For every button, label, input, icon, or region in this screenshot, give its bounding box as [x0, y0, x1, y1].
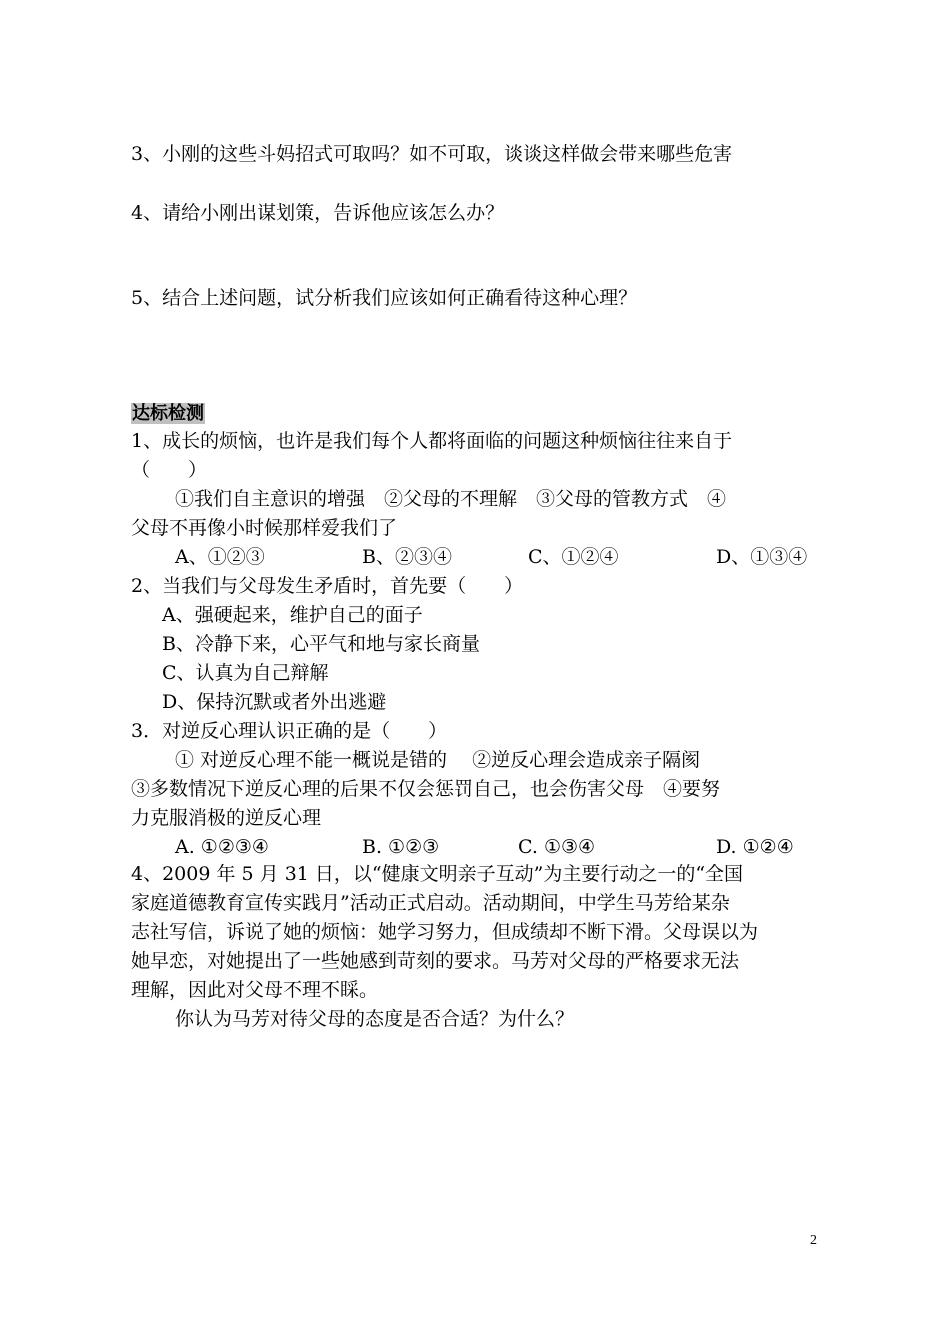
test-q4-line5: 理解，因此对父母不理不睬。 [131, 979, 379, 1001]
test-q1-option-a: A、①②③ [175, 546, 265, 568]
section-title-wrap [131, 399, 205, 428]
section-title: 达标检测 [132, 403, 204, 424]
test-q3-items-line3: 力克服消极的逆反心理 [131, 807, 322, 829]
test-q2-option-a: A、强硬起来，维护自己的面子 [162, 604, 423, 626]
question-4-top: 4、请给小刚出谋划策，告诉他应该怎么办？ [131, 202, 505, 224]
test-q3-option-d: D. ①②④ [716, 836, 794, 858]
test-q1-stem-line2: （ ） [131, 459, 208, 481]
question-5-top: 5、结合上述问题，试分析我们应该如何正确看待这种心理？ [131, 287, 638, 309]
test-q2-option-b: B、冷静下来，心平气和地与家长商量 [162, 633, 480, 655]
test-q1-items-line1: ①我们自主意识的增强 ②父母的不理解 ③父母的管教方式 ④ [175, 488, 727, 510]
test-q2-option-d: D、保持沉默或者外出逃避 [162, 691, 387, 713]
test-q2-option-c: C、认真为自己辩解 [162, 662, 329, 684]
test-q4-line1: 4、2009 年 5 月 31 日，以“健康文明亲子互动”为主要行动之一的“全国 [131, 863, 744, 885]
test-q1-option-d: D、①③④ [716, 546, 808, 568]
test-q3-items-line1: ① 对逆反心理不能一概说是错的 ②逆反心理会造成亲子隔阂 [175, 749, 701, 771]
test-q3-option-c: C. ①③④ [518, 836, 596, 858]
test-q4-question: 你认为马芳对待父母的态度是否合适？为什么？ [175, 1008, 575, 1030]
test-q2-stem: 2、当我们与父母发生矛盾时，首先要（ ） [131, 575, 524, 597]
test-q4-line2: 家庭道德教育宣传实践月”活动正式启动。活动期间，中学生马芳给某杂 [131, 892, 730, 914]
test-q3-items-line2: ③多数情况下逆反心理的后果不仅会惩罚自己，也会伤害父母 ④要努 [131, 778, 721, 800]
test-q3-option-b: B. ①②③ [362, 836, 440, 858]
test-q1-stem-line1: 1、成长的烦恼，也许是我们每个人都将面临的问题这种烦恼往往来自于 [131, 430, 733, 452]
test-q1-option-c: C、①②④ [528, 546, 619, 568]
test-q4-line3: 志社写信，诉说了她的烦恼：她学习努力，但成绩却不断下滑。父母误以为 [131, 921, 759, 943]
test-q4-line4: 她早恋，对她提出了一些她感到苛刻的要求。马芳对父母的严格要求无法 [131, 950, 740, 972]
test-q3-option-a: A. ①②③④ [175, 836, 269, 858]
page-number: 2 [810, 1233, 817, 1248]
test-q1-items-line2: 父母不再像小时候那样爱我们了 [131, 517, 398, 539]
test-q3-stem: 3．对逆反心理认识正确的是（ ） [131, 720, 448, 742]
question-3-top: 3、小刚的这些斗妈招式可取吗？如不可取，谈谈这样做会带来哪些危害 [131, 143, 733, 165]
test-q1-option-b: B、②③④ [362, 546, 452, 568]
